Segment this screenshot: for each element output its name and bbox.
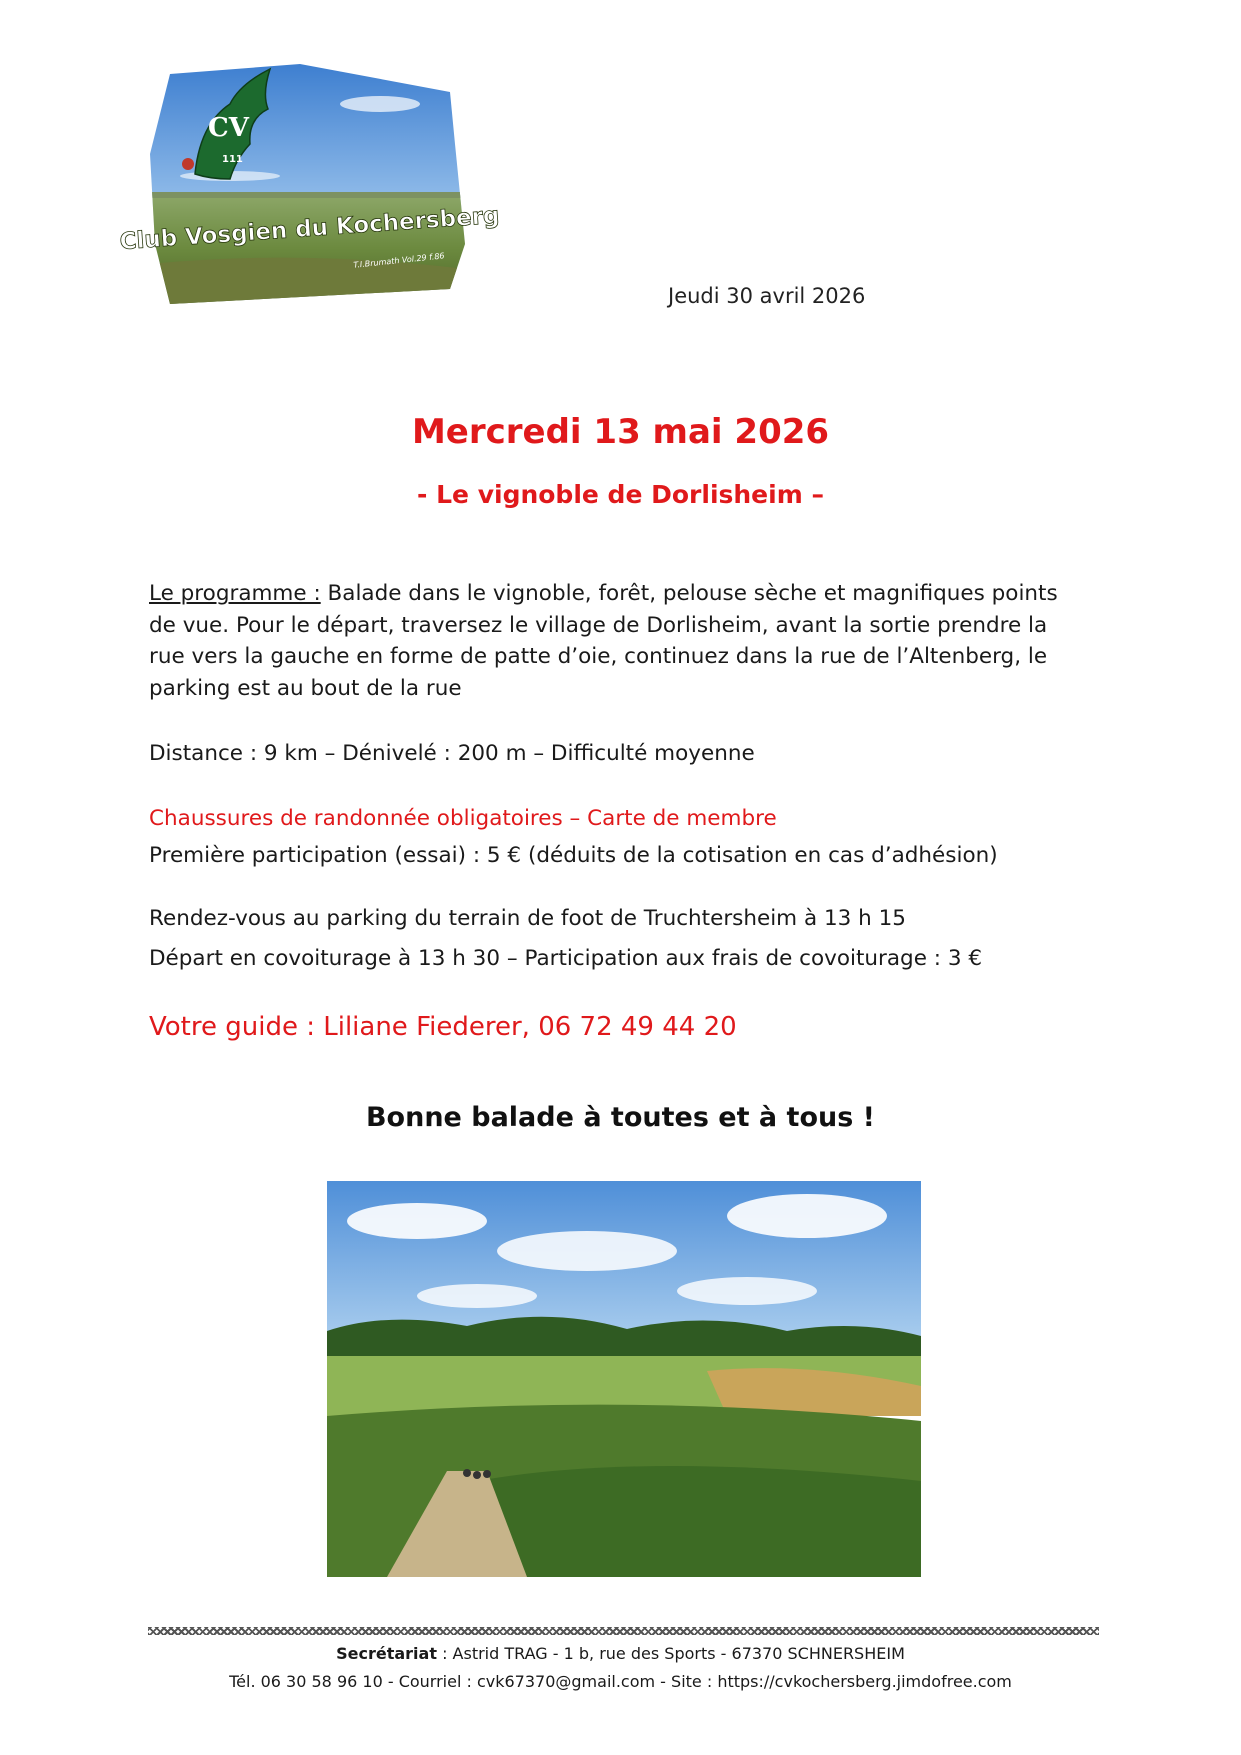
footer-divider <box>148 1627 1099 1635</box>
guide-line: Votre guide : Liliane Fiederer, 06 72 49 44 20 <box>149 1012 737 1042</box>
departure-line: Départ en covoiturage à 13 h 30 – Participation aux frais de covoiturage : 3 € <box>149 946 983 971</box>
program-paragraph <box>149 578 1089 704</box>
logo-monogram: CV <box>208 113 249 143</box>
logo-title: Club Vosgien du Kochersberg <box>118 202 501 256</box>
landscape-photo <box>327 1181 921 1577</box>
event-title: Mercredi 13 mai 2026 <box>411 412 830 452</box>
logo-credit: T.I.Brumath Vol.29 f.86 <box>352 251 445 270</box>
shoes-line: Chaussures de randonnée obligatoires – Carte de membre <box>149 806 777 831</box>
program-label: Le programme : <box>149 581 321 606</box>
closing-greeting: Bonne balade à toutes et à tous ! <box>365 1102 876 1133</box>
secretariat-label: Secrétariat <box>336 1644 437 1663</box>
footer-contact: Tél. 06 30 58 96 10 - Courriel : cvk67370@gmail.com - Site : https://cvkochersberg.jimdofree.com <box>229 1672 1012 1691</box>
club-logo <box>118 64 501 304</box>
document-date: Jeudi 30 avril 2026 <box>668 284 866 308</box>
secretariat-text: : Astrid TRAG - 1 b, rue des Sports - 67370 SCHNERSHEIM <box>436 1644 905 1663</box>
event-subtitle: - Le vignoble de Dorlisheim – <box>417 480 824 509</box>
program-text: Balade dans le vignoble, forêt, pelouse sèche et magnifiques points de vue. Pour le départ, traversez le village de Dorlisheim, avant la sortie prendre la rue vers la gauche en forme de patte d’oie, continuez dans la rue de l’Altenberg, le parking est au bout de la rue <box>149 581 1058 701</box>
footer-secretariat <box>0 1644 1241 1663</box>
first-participation-line: Première participation (essai) : 5 € (déduits de la cotisation en cas d’adhésion) <box>149 843 998 868</box>
distance-line: Distance : 9 km – Dénivelé : 200 m – Difficulté moyenne <box>149 741 755 766</box>
meeting-point-line: Rendez-vous au parking du terrain de foot de Truchtersheim à 13 h 15 <box>149 906 906 931</box>
logo-badge: 111 <box>222 154 243 165</box>
